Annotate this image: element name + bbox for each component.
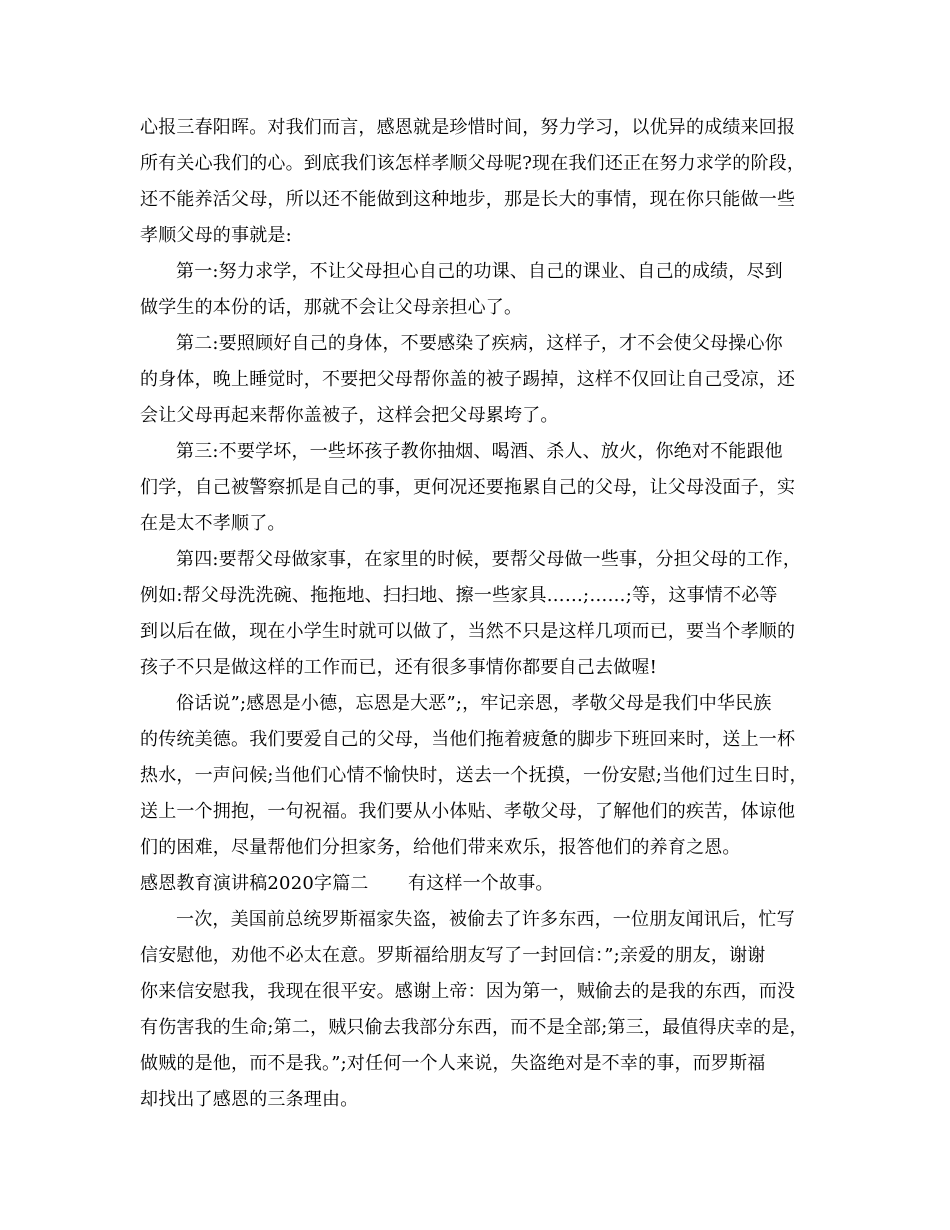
- text-line: 心报三春阳晖。对我们而言，感恩就是珍惜时间，努力学习，以优异的成绩来回报: [140, 117, 796, 138]
- section-heading: 感恩教育演讲稿2020字篇二: [140, 873, 369, 894]
- text-line: 们学，自己被警察抓是自己的事，更何况还要拖累自己的父母，让父母没面子，实: [140, 477, 796, 498]
- text-line: 热水，一声问候;当他们心情不愉快时，送去一个抚摸，一份安慰;当他们过生日时，: [140, 765, 808, 786]
- text-line: 所有关心我们的心。到底我们该怎样孝顺父母呢?现在我们还正在努力求学的阶段，: [140, 153, 806, 174]
- text-line: 的传统美德。我们要爱自己的父母，当他们拖着疲惫的脚步下班回来时，送上一杯: [140, 729, 796, 750]
- text-line: 信安慰他，劝他不必太在意。罗斯福给朋友写了一封回信：”;亲爱的朋友，谢谢: [140, 945, 766, 966]
- paragraph-start-line: 俗话说”;感恩是小德，忘恩是大恶”;，牢记亲恩，孝敬父母是我们中华民族: [176, 693, 772, 714]
- text-line: 们的困难，尽量帮他们分担家务，给他们带来欢乐，报答他们的养育之恩。: [140, 837, 741, 858]
- paragraph-start-line: 第三:不要学坏，一些坏孩子教你抽烟、喝酒、杀人、放火，你绝对不能跟他: [176, 441, 783, 462]
- text-line: 有伤害我的生命;第二，贼只偷去我部分东西，而不是全部;第三，最值得庆幸的是，: [140, 1017, 808, 1038]
- paragraph-start-line: 一次，美国前总统罗斯福家失盗，被偷去了许多东西，一位朋友闻讯后，忙写: [176, 909, 795, 930]
- section-subheading: 有这样一个故事。: [408, 873, 554, 894]
- text-line: 到以后在做，现在小学生时就可以做了，当然不只是这样几项而已，要当个孝顺的: [140, 621, 796, 642]
- paragraph-start-line: 第一:努力求学，不让父母担心自己的功课、自己的课业、自己的成绩，尽到: [176, 261, 783, 282]
- text-line: 孝顺父母的事就是:: [140, 225, 292, 246]
- text-line: 在是太不孝顺了。: [140, 513, 286, 534]
- text-line: 却找出了感恩的三条理由。: [140, 1089, 359, 1110]
- text-line: 送上一个拥抱，一句祝福。我们要从小体贴、孝敬父母，了解他们的疾苦，体谅他: [140, 801, 796, 822]
- text-line: 孩子不只是做这样的工作而已，还有很多事情你都要自己去做喔!: [140, 657, 658, 678]
- paragraph-start-line: 第四:要帮父母做家事，在家里的时候，要帮父母做一些事，分担父母的工作，: [176, 549, 802, 570]
- text-line: 做学生的本份的话，那就不会让父母亲担心了。: [140, 297, 523, 318]
- text-line: 会让父母再起来帮你盖被子，这样会把父母累垮了。: [140, 405, 559, 426]
- paragraph-start-line: 第二:要照顾好自己的身体，不要感染了疾病，这样子，才不会使父母操心你: [176, 333, 783, 354]
- text-line: 做贼的是他，而不是我。”;对任何一个人来说，失盗绝对是不幸的事，而罗斯福: [140, 1053, 766, 1074]
- text-line: 还不能养活父母，所以还不能做到这种地步，那是长大的事情，现在你只能做一些: [140, 189, 796, 210]
- text-line: 的身体，晚上睡觉时，不要把父母帮你盖的被子踢掉，这样不仅回让自己受凉，还: [140, 369, 796, 390]
- text-line: 你来信安慰我，我现在很平安。感谢上帝：因为第一，贼偷去的是我的东西，而没: [140, 981, 796, 1002]
- text-line: 例如:帮父母洗洗碗、拖拖地、扫扫地、擦一些家具……;……;等，这事情不必等: [140, 585, 778, 606]
